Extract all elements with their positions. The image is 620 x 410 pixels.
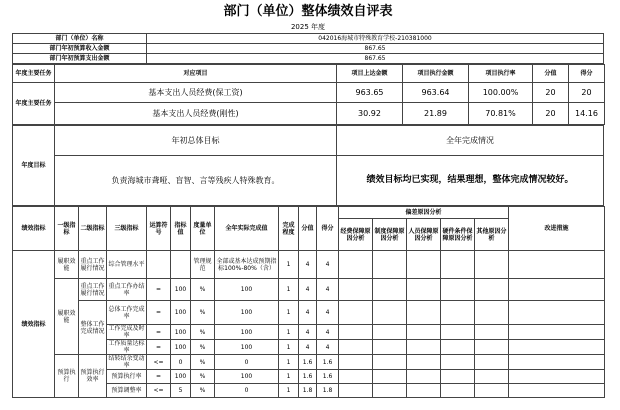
target-cell (171, 251, 191, 279)
ind-header-target: 指标值 (171, 207, 191, 251)
deviation-cell (407, 325, 441, 340)
actual-cell: 0 (215, 384, 279, 398)
deviation-cell (475, 325, 509, 340)
task-score: 20 (569, 83, 605, 103)
improve-cell (509, 340, 605, 355)
goal-actual-header: 全年完成情况 (337, 126, 604, 156)
score-cell: 4 (317, 301, 339, 325)
ind-header-dev-other: 其他原因分析 (475, 219, 509, 251)
score-value-cell: 4 (299, 251, 317, 279)
task-header-score: 得分 (569, 65, 605, 83)
deviation-cell (373, 340, 407, 355)
goal-plan-text: 负责海城市聋哑、盲智、言等残疾人特殊教育。 (55, 156, 337, 206)
table-row (13, 301, 605, 325)
task-header-allocated: 项目上达金额 (337, 65, 403, 83)
target-cell: 100 (171, 279, 191, 301)
level3-cell: 预算调整率 (107, 384, 147, 398)
deviation-cell (339, 340, 373, 355)
ind-header-operator: 运算符号 (147, 207, 171, 251)
operator-cell: = (147, 325, 171, 340)
deviation-cell (475, 355, 509, 370)
deviation-cell (407, 355, 441, 370)
table-row (13, 251, 605, 279)
budget-income-label: 部门年初预算收入金额 (13, 44, 147, 54)
deviation-cell (373, 370, 407, 384)
level2-cell: 重点工作履行情况 (79, 251, 107, 279)
deviation-cell (373, 279, 407, 301)
score-value-cell: 4 (299, 301, 317, 325)
unit-cell: % (191, 340, 215, 355)
task-side-label: 年度主要任务 (13, 83, 55, 125)
operator-cell (147, 251, 171, 279)
deviation-cell (441, 340, 475, 355)
task-rate: 100.00% (469, 83, 533, 103)
deviation-cell (339, 301, 373, 325)
score-cell: 4 (317, 325, 339, 340)
target-cell: 100 (171, 301, 191, 325)
ind-header-score-value: 分值 (299, 207, 317, 251)
score-value-cell: 1.6 (299, 370, 317, 384)
table-row (13, 279, 605, 301)
unit-cell: % (191, 384, 215, 398)
goal-actual-text: 绩效目标均已实现，结果理想，整体完成情况较好。 (337, 156, 604, 206)
actual-cell: 100 (215, 279, 279, 301)
unit-cell: 管理规范 (191, 251, 215, 279)
deviation-cell (373, 384, 407, 398)
unit-cell: % (191, 279, 215, 301)
deviation-cell (441, 370, 475, 384)
actual-cell: 100 (215, 301, 279, 325)
deviation-cell (373, 301, 407, 325)
ind-header-dev-staff: 人员保障原因分析 (407, 219, 441, 251)
indicator-row-label: 绩效指标 (13, 207, 55, 251)
deviation-cell (373, 355, 407, 370)
budget-expense-value: 867.65 (147, 54, 604, 64)
done-cell: 1 (279, 301, 299, 325)
done-cell: 1 (279, 340, 299, 355)
ind-header-unit: 度量单位 (191, 207, 215, 251)
dept-name-label: 部门（单位）名称 (13, 34, 147, 44)
score-cell: 1.8 (317, 384, 339, 398)
done-cell: 1 (279, 384, 299, 398)
score-cell: 4 (317, 251, 339, 279)
target-cell: 100 (171, 370, 191, 384)
score-value-cell: 1.8 (299, 384, 317, 398)
ind-header-level1: 一级指标 (55, 207, 79, 251)
unit-cell: % (191, 355, 215, 370)
task-header-project: 对应项目 (55, 65, 337, 83)
ind-header-level2: 二级指标 (79, 207, 107, 251)
improve-cell (509, 325, 605, 340)
target-cell: 100 (171, 325, 191, 340)
improve-cell (509, 251, 605, 279)
actual-cell: 100 (215, 325, 279, 340)
deviation-cell (339, 384, 373, 398)
level3-cell: 综合管理水平 (107, 251, 147, 279)
ind-header-dev-funding: 经费保障原因分析 (339, 219, 373, 251)
done-cell: 1 (279, 279, 299, 301)
ind-header-actual: 全年实际完成值 (215, 207, 279, 251)
deviation-cell (441, 384, 475, 398)
unit-cell: % (191, 370, 215, 384)
level1-cell: 履职效能 (55, 251, 79, 279)
task-header-executed: 项目执行金额 (403, 65, 469, 83)
operator-cell: = (147, 340, 171, 355)
deviation-cell (441, 355, 475, 370)
score-cell: 1.6 (317, 370, 339, 384)
target-cell: 100 (171, 340, 191, 355)
deviation-cell (339, 355, 373, 370)
level2-cell: 整体工作完成情况 (79, 301, 107, 355)
operator-cell: = (147, 370, 171, 384)
deviation-cell (407, 340, 441, 355)
budget-income-value: 867.65 (147, 44, 604, 54)
level2-cell: 预算执行效率 (79, 355, 107, 398)
score-value-cell: 4 (299, 279, 317, 301)
score-value-cell: 1.6 (299, 355, 317, 370)
page-title: 部门（单位）整体绩效自评表 (223, 4, 393, 19)
indicator-table (12, 206, 605, 398)
target-cell: 0 (171, 355, 191, 370)
operator-cell: <= (147, 384, 171, 398)
level2-cell: 重点工作履行情况 (79, 279, 107, 301)
score-value-cell: 4 (299, 340, 317, 355)
improve-cell (509, 384, 605, 398)
deviation-cell (475, 301, 509, 325)
task-rate: 70.81% (469, 103, 533, 125)
dept-name-value: 042016海城市特殊教育学校-210381000 (147, 34, 604, 44)
deviation-cell (407, 384, 441, 398)
year-label: 2025 年度 (290, 23, 326, 31)
goal-table (12, 125, 604, 206)
operator-cell: <= (147, 355, 171, 370)
level3-cell: 工作完成及时率 (108, 325, 145, 339)
task-header-score-value: 分值 (533, 65, 569, 83)
deviation-cell (475, 370, 509, 384)
done-cell: 1 (279, 251, 299, 279)
score-cell: 4 (317, 279, 339, 301)
indicator-side-label: 绩效指标 (13, 251, 55, 398)
table-row (13, 103, 605, 125)
task-project: 基本支出人员经费(刚性) (55, 103, 337, 125)
deviation-cell (475, 251, 509, 279)
score-cell: 4 (317, 340, 339, 355)
deviation-cell (407, 370, 441, 384)
improve-cell (509, 301, 605, 325)
task-score-value: 20 (533, 103, 569, 125)
deviation-cell (373, 325, 407, 340)
ind-header-improve: 改进措施 (509, 207, 605, 251)
improve-cell (509, 355, 605, 370)
task-score-value: 20 (533, 83, 569, 103)
deviation-cell (373, 251, 407, 279)
deviation-cell (407, 279, 441, 301)
goal-plan-header: 年初总体目标 (55, 126, 337, 156)
deviation-cell (441, 251, 475, 279)
deviation-cell (339, 279, 373, 301)
done-cell: 1 (279, 355, 299, 370)
unit-cell: % (191, 301, 215, 325)
level3-cell: 预算执行率 (107, 370, 147, 384)
task-table (12, 64, 605, 125)
target-cell: 5 (171, 384, 191, 398)
operator-cell: = (147, 301, 171, 325)
task-allocated: 30.92 (337, 103, 403, 125)
level1-cell: 预算执行 (55, 355, 79, 398)
evaluation-sheet (12, 2, 604, 398)
ind-header-level3: 三级指标 (107, 207, 147, 251)
actual-cell: 0 (215, 355, 279, 370)
deviation-cell (475, 279, 509, 301)
table-row (13, 83, 605, 103)
actual-cell: 全部或基本达成预期指标100%-80%（含） (215, 251, 279, 279)
ind-header-dev-system: 制度保障原因分析 (373, 219, 407, 251)
actual-cell: 100 (215, 340, 279, 355)
info-table (12, 33, 604, 64)
deviation-cell (475, 340, 509, 355)
unit-cell: % (191, 325, 215, 340)
deviation-cell (339, 370, 373, 384)
task-project: 基本支出人员经费(保工资) (55, 83, 337, 103)
deviation-cell (407, 251, 441, 279)
task-executed: 963.64 (403, 83, 469, 103)
deviation-cell (475, 384, 509, 398)
level3-cell: 结转结余变动率 (108, 355, 145, 369)
done-cell: 1 (279, 370, 299, 384)
score-value-cell: 4 (299, 325, 317, 340)
task-score: 14.16 (569, 103, 605, 125)
ind-header-deviation: 偏差原因分析 (339, 207, 509, 219)
deviation-cell (441, 325, 475, 340)
done-cell: 1 (279, 325, 299, 340)
level3-cell: 重点工作办结率 (107, 279, 147, 301)
task-allocated: 963.65 (337, 83, 403, 103)
level3-cell: 工作质量达标率 (108, 340, 145, 354)
improve-cell (509, 370, 605, 384)
actual-cell: 100 (215, 370, 279, 384)
goal-label: 年度目标 (13, 126, 55, 206)
deviation-cell (339, 325, 373, 340)
deviation-cell (339, 251, 373, 279)
table-row (13, 355, 605, 370)
ind-header-done: 完成程度 (279, 207, 299, 251)
deviation-cell (407, 301, 441, 325)
ind-header-score: 得分 (317, 207, 339, 251)
level3-cell: 总体工作完成率 (107, 301, 147, 325)
operator-cell: = (147, 279, 171, 301)
deviation-cell (441, 301, 475, 325)
improve-cell (509, 279, 605, 301)
level1-cell: 履职效能 (55, 279, 79, 355)
task-header-rate: 项目执行率 (469, 65, 533, 83)
ind-header-dev-hardware: 硬件条件保障原因分析 (441, 219, 475, 251)
score-cell: 1.6 (317, 355, 339, 370)
budget-expense-label: 部门年初预算支出金额 (13, 54, 147, 64)
deviation-cell (441, 279, 475, 301)
task-executed: 21.89 (403, 103, 469, 125)
task-col-label: 年度主要任务 (13, 65, 55, 83)
